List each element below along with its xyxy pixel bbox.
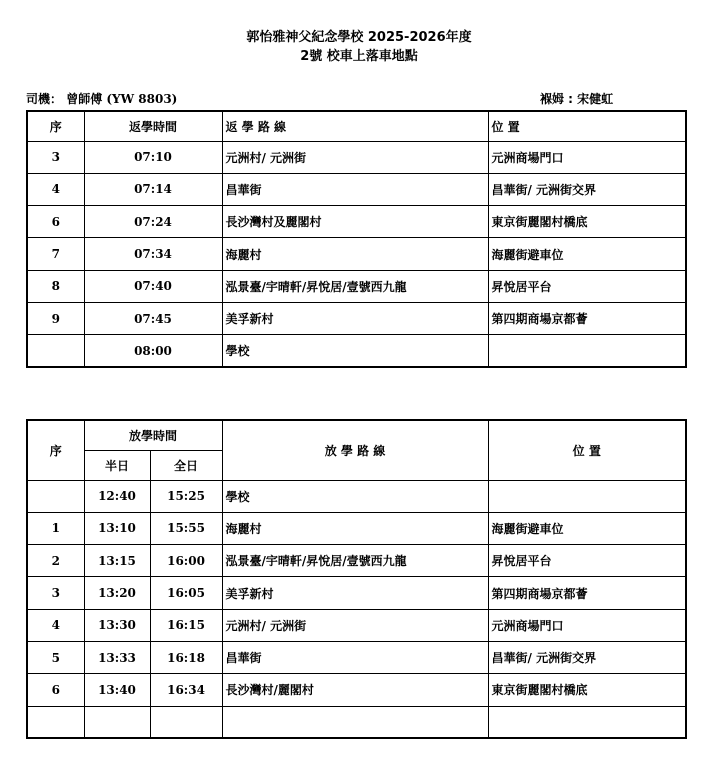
document-title: 郭怡雅神父紀念學校 2025-2026年度: [246, 30, 472, 45]
seq-cell: [27, 335, 84, 367]
seq-cell: 6: [27, 674, 84, 706]
location-cell: 昇悅居平台: [488, 270, 686, 302]
header-seq: 序: [27, 420, 84, 480]
half-day-time-cell: [84, 706, 150, 738]
header-time-group: 放學時間: [84, 420, 222, 450]
header-route: 放 學 路 線: [222, 420, 488, 480]
seq-cell: 9: [27, 302, 84, 334]
nanny-info: 褓姆 : 宋健虹: [540, 92, 614, 106]
table-row: [27, 706, 686, 738]
half-day-time-cell: 13:30: [84, 609, 150, 641]
full-day-time-cell: 16:34: [150, 674, 222, 706]
seq-cell: 6: [27, 206, 84, 238]
seq-cell: 4: [27, 173, 84, 205]
route-cell: 海麗村: [222, 512, 488, 544]
full-day-time-cell: [150, 706, 222, 738]
location-cell: [488, 335, 686, 367]
location-cell: 東京街麗閣村橋底: [488, 674, 686, 706]
location-cell: 海麗街避車位: [488, 238, 686, 270]
route-cell: 長沙灣村及麗閣村: [222, 206, 488, 238]
table-row: [27, 512, 686, 544]
location-cell: 東京街麗閣村橋底: [488, 206, 686, 238]
driver-label: 司機：: [26, 92, 63, 106]
table-row: [27, 609, 686, 641]
location-cell: [488, 706, 686, 738]
time-cell: 07:14: [84, 173, 222, 205]
half-day-time-cell: 13:15: [84, 545, 150, 577]
time-cell: 08:00: [84, 335, 222, 367]
table-row: [27, 206, 686, 238]
location-cell: 元洲商場門口: [488, 609, 686, 641]
half-day-time-cell: 13:33: [84, 641, 150, 673]
route-cell: 長沙灣村/麗閣村: [222, 674, 488, 706]
half-day-time-cell: 13:10: [84, 512, 150, 544]
afternoon-route-table: [26, 419, 687, 739]
half-day-time-cell: 13:40: [84, 674, 150, 706]
table-row: [27, 141, 686, 173]
table-row: [27, 545, 686, 577]
full-day-time-cell: 16:15: [150, 609, 222, 641]
route-cell: [222, 706, 488, 738]
table-row: [27, 335, 686, 367]
full-day-time-cell: 16:05: [150, 577, 222, 609]
seq-cell: 3: [27, 577, 84, 609]
route-cell: 學校: [222, 335, 488, 367]
route-cell: 元洲村/ 元洲街: [222, 141, 488, 173]
location-cell: 海麗街避車位: [488, 512, 686, 544]
time-cell: 07:10: [84, 141, 222, 173]
route-cell: 泓景臺/宇晴軒/昇悅居/壹號西九龍: [222, 270, 488, 302]
time-cell: 07:34: [84, 238, 222, 270]
seq-cell: 1: [27, 512, 84, 544]
seq-cell: 7: [27, 238, 84, 270]
seq-cell: 3: [27, 141, 84, 173]
route-cell: 昌華街: [222, 173, 488, 205]
table-row: [27, 674, 686, 706]
seq-cell: [27, 480, 84, 512]
route-cell: 美孚新村: [222, 302, 488, 334]
table-row: [27, 238, 686, 270]
location-cell: 昌華街/ 元洲街交界: [488, 173, 686, 205]
driver-value: 曾師傅 (YW 8803): [66, 92, 178, 106]
time-cell: 07:40: [84, 270, 222, 302]
seq-cell: 8: [27, 270, 84, 302]
full-day-time-cell: 16:00: [150, 545, 222, 577]
route-cell: 美孚新村: [222, 577, 488, 609]
location-cell: 昌華街/ 元洲街交界: [488, 641, 686, 673]
seq-cell: 5: [27, 641, 84, 673]
header-route: 返 學 路 線: [222, 111, 488, 141]
location-cell: 第四期商場京都薈: [488, 577, 686, 609]
full-day-time-cell: 16:18: [150, 641, 222, 673]
header-full-day: 全日: [150, 450, 222, 480]
route-cell: 泓景臺/宇晴軒/昇悅居/壹號西九龍: [222, 545, 488, 577]
driver-info: [26, 90, 177, 107]
table-row: [27, 641, 686, 673]
header-location: 位 置: [488, 111, 686, 141]
half-day-time-cell: 12:40: [84, 480, 150, 512]
table-row: [27, 302, 686, 334]
location-cell: 元洲商場門口: [488, 141, 686, 173]
table-header-row: [27, 111, 686, 141]
time-cell: 07:24: [84, 206, 222, 238]
route-cell: 海麗村: [222, 238, 488, 270]
morning-route-table: [26, 110, 687, 368]
header-time: 返學時間: [84, 111, 222, 141]
header-half-day: 半日: [84, 450, 150, 480]
header-seq: 序: [27, 111, 84, 141]
table-row: [27, 270, 686, 302]
table-header-row: [27, 420, 686, 450]
seq-cell: [27, 706, 84, 738]
time-cell: 07:45: [84, 302, 222, 334]
location-cell: [488, 480, 686, 512]
seq-cell: 2: [27, 545, 84, 577]
route-cell: 元洲村/ 元洲街: [222, 609, 488, 641]
route-cell: 昌華街: [222, 641, 488, 673]
location-cell: 第四期商場京都薈: [488, 302, 686, 334]
table-row: [27, 480, 686, 512]
document-subtitle: 2號 校車上落車地點: [300, 49, 418, 64]
seq-cell: 4: [27, 609, 84, 641]
full-day-time-cell: 15:25: [150, 480, 222, 512]
table-row: [27, 577, 686, 609]
table-row: [27, 173, 686, 205]
location-cell: 昇悅居平台: [488, 545, 686, 577]
full-day-time-cell: 15:55: [150, 512, 222, 544]
header-location: 位 置: [488, 420, 686, 480]
route-cell: 學校: [222, 480, 488, 512]
half-day-time-cell: 13:20: [84, 577, 150, 609]
